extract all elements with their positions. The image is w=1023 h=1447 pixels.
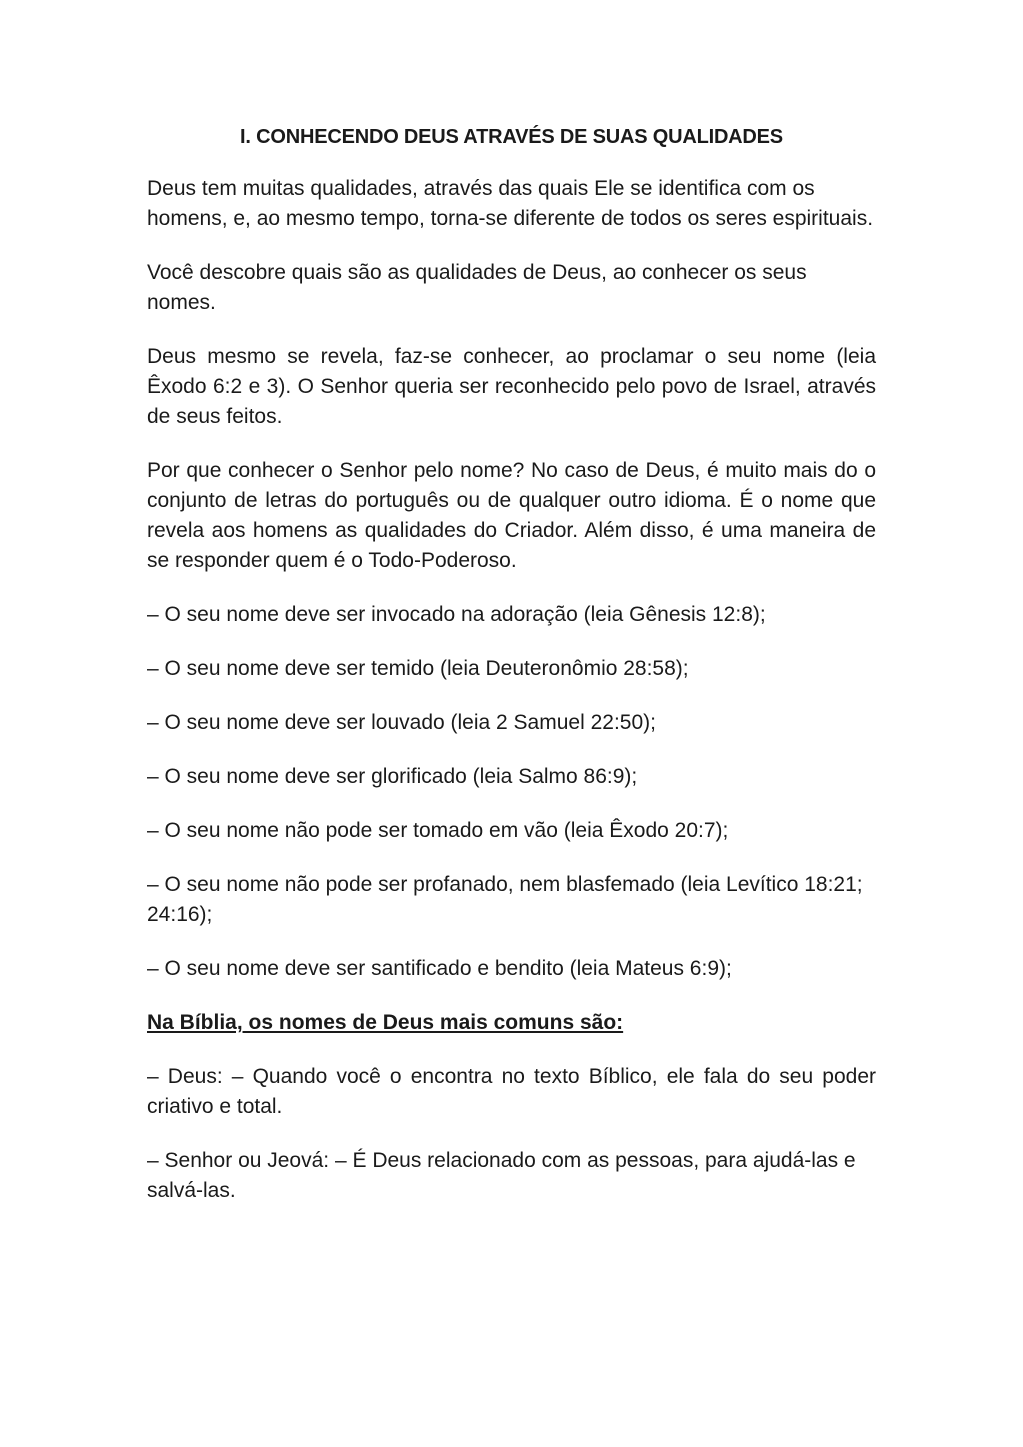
paragraph: Por que conhecer o Senhor pelo nome? No caso de Deus, é muito mais do o conjunto de letras do português ou de qualquer outro idioma. É o nome que revela aos homens as qualidades do Criador. Além disso, é uma maneira de se responder quem é o Todo-Poderoso.	[147, 459, 876, 572]
document-page	[147, 122, 876, 1230]
section-subheading: Na Bíblia, os nomes de Deus mais comuns são:	[147, 1011, 624, 1034]
list-item: – O seu nome deve ser glorificado (leia Salmo 86:9);	[147, 765, 638, 788]
list-item: – O seu nome deve ser santificado e bendito (leia Mateus 6:9);	[147, 957, 732, 980]
list-item: – O seu nome não pode ser tomado em vão (leia Êxodo 20:7);	[147, 819, 729, 842]
page-title: I. CONHECENDO DEUS ATRAVÉS DE SUAS QUALIDADES	[240, 126, 783, 148]
name-entry: – Deus: – Quando você o encontra no texto Bíblico, ele fala do seu poder criativo e total.	[147, 1065, 876, 1118]
list-item: – O seu nome não pode ser profanado, nem blasfemado (leia Levítico 18:21; 24:16);	[147, 873, 863, 926]
list-item: – O seu nome deve ser invocado na adoração (leia Gênesis 12:8);	[147, 603, 766, 626]
paragraph: Deus mesmo se revela, faz-se conhecer, ao proclamar o seu nome (leia Êxodo 6:2 e 3). O Senhor queria ser reconhecido pelo povo de Israel, através de seus feitos.	[147, 345, 876, 428]
list-item: – O seu nome deve ser temido (leia Deuteronômio 28:58);	[147, 657, 689, 680]
paragraph: Deus tem muitas qualidades, através das quais Ele se identifica com os homens, e, ao mesmo tempo, torna-se diferente de todos os seres espirituais.	[147, 177, 874, 230]
name-entry: – Senhor ou Jeová: – É Deus relacionado com as pessoas, para ajudá-las e salvá-las.	[147, 1149, 856, 1202]
list-item: – O seu nome deve ser louvado (leia 2 Samuel 22:50);	[147, 711, 656, 734]
paragraph: Você descobre quais são as qualidades de Deus, ao conhecer os seus nomes.	[147, 261, 807, 314]
